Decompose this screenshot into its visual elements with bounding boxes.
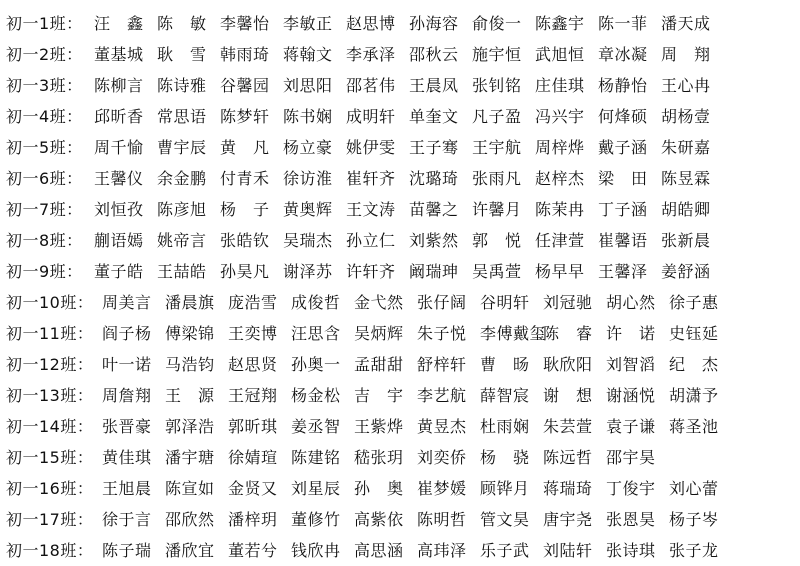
student-name: 高紫依 bbox=[354, 510, 404, 529]
student-name: 潘宇瑭 bbox=[165, 448, 215, 467]
student-name: 吴瑞杰 bbox=[283, 231, 333, 250]
student-name: 常思语 bbox=[157, 107, 207, 126]
student-name: 刘紫然 bbox=[409, 231, 459, 250]
student-name: 杨 骁 bbox=[480, 448, 530, 467]
student-name: 刘陆轩 bbox=[543, 541, 593, 560]
student-name: 吉 宇 bbox=[354, 386, 404, 405]
student-name: 王旭晨 bbox=[102, 479, 152, 498]
student-name: 赵梓杰 bbox=[535, 169, 585, 188]
student-name: 嵇张玥 bbox=[354, 448, 404, 467]
student-names bbox=[94, 228, 800, 251]
class-label: 初一18班： bbox=[6, 541, 94, 560]
student-names bbox=[94, 42, 800, 65]
student-name: 胡皓卿 bbox=[661, 200, 711, 219]
student-name: 周千愉 bbox=[94, 138, 144, 157]
student-name: 郭昕琪 bbox=[228, 417, 278, 436]
student-name: 朱子悦 bbox=[417, 324, 467, 343]
class-row bbox=[0, 503, 800, 534]
student-name: 耿欣阳 bbox=[543, 355, 593, 374]
student-name: 陈宣如 bbox=[165, 479, 215, 498]
student-name: 蒋圣池 bbox=[669, 417, 719, 436]
student-names bbox=[102, 414, 800, 437]
student-name: 刘恒孜 bbox=[94, 200, 144, 219]
student-name: 徐访淮 bbox=[283, 169, 333, 188]
student-name: 金贤又 bbox=[228, 479, 278, 498]
student-name: 马浩钧 bbox=[165, 355, 215, 374]
student-name: 赵思贤 bbox=[228, 355, 278, 374]
student-name: 潘天成 bbox=[661, 14, 711, 33]
student-name: 顾铧月 bbox=[480, 479, 530, 498]
student-names bbox=[94, 259, 800, 282]
student-name: 余金鹏 bbox=[157, 169, 207, 188]
student-name: 胡心然 bbox=[606, 293, 656, 312]
student-name: 胡潇予 bbox=[669, 386, 719, 405]
student-name: 韩雨琦 bbox=[220, 45, 270, 64]
student-names bbox=[102, 383, 800, 406]
student-names bbox=[102, 290, 800, 313]
student-name: 戴子涵 bbox=[598, 138, 648, 157]
student-name: 崔梦媛 bbox=[417, 479, 467, 498]
student-name: 周 翔 bbox=[661, 45, 711, 64]
student-name: 施宇恒 bbox=[472, 45, 522, 64]
student-name: 许馨月 bbox=[472, 200, 522, 219]
student-name: 李艺航 bbox=[417, 386, 467, 405]
student-name: 董基城 bbox=[94, 45, 144, 64]
student-name: 章冰凝 bbox=[598, 45, 648, 64]
class-row bbox=[0, 38, 800, 69]
student-name: 王喆皓 bbox=[157, 262, 207, 281]
student-name: 王馨仪 bbox=[94, 169, 144, 188]
class-row bbox=[0, 379, 800, 410]
student-name: 吴炳辉 bbox=[354, 324, 404, 343]
student-name: 潘欣宜 bbox=[165, 541, 215, 560]
student-name: 陈子瑞 bbox=[102, 541, 152, 560]
class-label: 初一1班： bbox=[6, 14, 83, 33]
student-name: 朱研嘉 bbox=[661, 138, 711, 157]
student-name: 史钰延 bbox=[669, 324, 719, 343]
student-name: 董若兮 bbox=[228, 541, 278, 560]
student-name: 孟甜甜 bbox=[354, 355, 404, 374]
student-name: 许 诺 bbox=[606, 324, 656, 343]
student-name: 张晋豪 bbox=[102, 417, 152, 436]
student-name: 黄佳琪 bbox=[102, 448, 152, 467]
student-name: 郭泽浩 bbox=[165, 417, 215, 436]
student-name: 邵茗伟 bbox=[346, 76, 396, 95]
class-label: 初一10班： bbox=[6, 293, 94, 312]
student-name: 邵欣然 bbox=[165, 510, 215, 529]
student-name: 朱芸萱 bbox=[543, 417, 593, 436]
student-name: 王文涛 bbox=[346, 200, 396, 219]
student-name: 徐子惠 bbox=[669, 293, 719, 312]
student-name: 许轩齐 bbox=[346, 262, 396, 281]
student-name: 赵思博 bbox=[346, 14, 396, 33]
student-name: 庞浩雪 bbox=[228, 293, 278, 312]
student-names bbox=[102, 507, 800, 530]
student-name: 黄奥辉 bbox=[283, 200, 333, 219]
student-name: 高思涵 bbox=[354, 541, 404, 560]
class-label: 初一2班： bbox=[6, 45, 83, 64]
student-name: 陈梦轩 bbox=[220, 107, 270, 126]
student-name: 王宇航 bbox=[472, 138, 522, 157]
student-name: 邱昕香 bbox=[94, 107, 144, 126]
class-row bbox=[0, 162, 800, 193]
student-name: 谢涵悦 bbox=[606, 386, 656, 405]
class-label: 初一12班： bbox=[6, 355, 94, 374]
student-name: 叶一诺 bbox=[102, 355, 152, 374]
student-name: 金弋然 bbox=[354, 293, 404, 312]
student-name: 唐宇尧 bbox=[543, 510, 593, 529]
class-row bbox=[0, 193, 800, 224]
student-names bbox=[94, 197, 800, 220]
student-name: 黄昱杰 bbox=[417, 417, 467, 436]
student-names bbox=[102, 352, 800, 375]
student-name: 凡子盈 bbox=[472, 107, 522, 126]
class-row bbox=[0, 255, 800, 286]
student-name: 陈一菲 bbox=[598, 14, 648, 33]
student-name: 张皓钦 bbox=[220, 231, 270, 250]
class-label: 初一16班： bbox=[6, 479, 94, 498]
student-name: 钱欣冉 bbox=[291, 541, 341, 560]
student-name: 张诗琪 bbox=[606, 541, 656, 560]
student-name: 王馨泽 bbox=[598, 262, 648, 281]
student-name: 付青禾 bbox=[220, 169, 270, 188]
student-names bbox=[94, 73, 800, 96]
class-label: 初一3班： bbox=[6, 76, 83, 95]
student-name: 刘冠驰 bbox=[543, 293, 593, 312]
student-name: 陈鑫宇 bbox=[535, 14, 585, 33]
student-name: 俞俊一 bbox=[472, 14, 522, 33]
student-name: 姚帝言 bbox=[157, 231, 207, 250]
student-name: 丁子涵 bbox=[598, 200, 648, 219]
student-name: 单奎文 bbox=[409, 107, 459, 126]
student-name: 陈 敏 bbox=[157, 14, 207, 33]
student-names bbox=[94, 166, 800, 189]
student-name: 李承泽 bbox=[346, 45, 396, 64]
student-name: 张雨凡 bbox=[472, 169, 522, 188]
class-label: 初一5班： bbox=[6, 138, 83, 157]
student-name: 谷馨园 bbox=[220, 76, 270, 95]
class-label: 初一17班： bbox=[6, 510, 94, 529]
student-name: 阚瑞珅 bbox=[409, 262, 459, 281]
class-row bbox=[0, 7, 800, 38]
student-name: 成俊哲 bbox=[291, 293, 341, 312]
student-names bbox=[94, 135, 800, 158]
student-name: 舒梓轩 bbox=[417, 355, 467, 374]
student-name: 高玮泽 bbox=[417, 541, 467, 560]
student-name: 张新晨 bbox=[661, 231, 711, 250]
student-name: 崔轩齐 bbox=[346, 169, 396, 188]
student-name: 丁俊宇 bbox=[606, 479, 656, 498]
student-name: 李敏正 bbox=[283, 14, 333, 33]
student-name: 王冠翔 bbox=[228, 386, 278, 405]
class-row bbox=[0, 100, 800, 131]
student-name: 谢 想 bbox=[543, 386, 593, 405]
student-name: 陈茉冉 bbox=[535, 200, 585, 219]
student-name: 崔馨语 bbox=[598, 231, 648, 250]
student-name: 胡杨壹 bbox=[661, 107, 711, 126]
student-name: 管文昊 bbox=[480, 510, 530, 529]
student-name: 阎子杨 bbox=[102, 324, 152, 343]
student-name: 张恩昊 bbox=[606, 510, 656, 529]
student-name: 张钊铭 bbox=[472, 76, 522, 95]
student-name: 陈彦旭 bbox=[157, 200, 207, 219]
student-name: 成明轩 bbox=[346, 107, 396, 126]
student-name: 周梓烨 bbox=[535, 138, 585, 157]
student-name: 潘晨旗 bbox=[165, 293, 215, 312]
student-name: 董修竹 bbox=[291, 510, 341, 529]
student-name: 陈柳言 bbox=[94, 76, 144, 95]
student-names bbox=[102, 476, 800, 499]
student-name: 邵秋云 bbox=[409, 45, 459, 64]
student-name: 孙立仁 bbox=[346, 231, 396, 250]
class-label: 初一7班： bbox=[6, 200, 83, 219]
student-names bbox=[94, 104, 800, 127]
class-label: 初一14班： bbox=[6, 417, 94, 436]
student-name: 杨早早 bbox=[535, 262, 585, 281]
student-name: 何烽硕 bbox=[598, 107, 648, 126]
student-names bbox=[102, 538, 800, 561]
student-name: 陈诗雅 bbox=[157, 76, 207, 95]
student-name: 姜舒涵 bbox=[661, 262, 711, 281]
student-name: 王晨凤 bbox=[409, 76, 459, 95]
student-name: 曹 旸 bbox=[480, 355, 530, 374]
student-name: 纪 杰 bbox=[669, 355, 719, 374]
student-names bbox=[102, 321, 800, 344]
student-name: 孙奥一 bbox=[291, 355, 341, 374]
class-row bbox=[0, 286, 800, 317]
student-name: 刘奕侨 bbox=[417, 448, 467, 467]
student-name: 陈远哲 bbox=[543, 448, 593, 467]
student-name: 乐子武 bbox=[480, 541, 530, 560]
student-name: 杜雨娴 bbox=[480, 417, 530, 436]
student-name: 谢泽苏 bbox=[283, 262, 333, 281]
student-name: 孙 奥 bbox=[354, 479, 404, 498]
class-label: 初一11班： bbox=[6, 324, 94, 343]
student-name: 陈书娴 bbox=[283, 107, 333, 126]
class-row bbox=[0, 441, 800, 472]
student-name: 徐婧瑄 bbox=[228, 448, 278, 467]
student-name: 周詹翔 bbox=[102, 386, 152, 405]
class-row bbox=[0, 410, 800, 441]
student-name: 刘心蕾 bbox=[669, 479, 719, 498]
student-name: 杨金松 bbox=[291, 386, 341, 405]
student-name: 陈 睿 bbox=[543, 324, 593, 343]
student-name: 刘智滔 bbox=[606, 355, 656, 374]
student-name: 孙海容 bbox=[409, 14, 459, 33]
student-name: 刘思阳 bbox=[283, 76, 333, 95]
student-name: 冯兴宇 bbox=[535, 107, 585, 126]
class-row bbox=[0, 69, 800, 100]
student-name: 蒯语嫣 bbox=[94, 231, 144, 250]
student-name: 董子皓 bbox=[94, 262, 144, 281]
student-name: 郭 悦 bbox=[472, 231, 522, 250]
class-label: 初一8班： bbox=[6, 231, 83, 250]
student-name: 苗馨之 bbox=[409, 200, 459, 219]
class-row bbox=[0, 534, 800, 565]
student-name: 任津萱 bbox=[535, 231, 585, 250]
student-name: 李馨怡 bbox=[220, 14, 270, 33]
student-name: 傅梁锦 bbox=[165, 324, 215, 343]
student-name: 姜丞智 bbox=[291, 417, 341, 436]
student-name: 杨子岑 bbox=[669, 510, 719, 529]
student-name: 蒋瑞琦 bbox=[543, 479, 593, 498]
student-name: 黄 凡 bbox=[220, 138, 270, 157]
student-names bbox=[102, 445, 800, 468]
student-name: 陈建铭 bbox=[291, 448, 341, 467]
student-name: 王紫烨 bbox=[354, 417, 404, 436]
student-name: 刘星辰 bbox=[291, 479, 341, 498]
student-name: 杨 子 bbox=[220, 200, 270, 219]
student-name: 王心冉 bbox=[661, 76, 711, 95]
student-name: 谷明轩 bbox=[480, 293, 530, 312]
class-row bbox=[0, 224, 800, 255]
student-name: 汪 鑫 bbox=[94, 14, 144, 33]
student-name: 袁子谦 bbox=[606, 417, 656, 436]
student-name: 沈璐琦 bbox=[409, 169, 459, 188]
class-row bbox=[0, 472, 800, 503]
class-row bbox=[0, 131, 800, 162]
student-name: 梁 田 bbox=[598, 169, 648, 188]
student-name: 邵宇昊 bbox=[606, 448, 656, 467]
student-names bbox=[94, 11, 800, 34]
student-name: 李傅戴玺 bbox=[480, 324, 547, 343]
student-name: 耿 雪 bbox=[157, 45, 207, 64]
student-name: 张仔阔 bbox=[417, 293, 467, 312]
student-name: 陈昱霖 bbox=[661, 169, 711, 188]
student-name: 杨静怡 bbox=[598, 76, 648, 95]
student-name: 曹宇辰 bbox=[157, 138, 207, 157]
student-name: 吴禹萱 bbox=[472, 262, 522, 281]
class-row bbox=[0, 317, 800, 348]
student-name: 周美言 bbox=[102, 293, 152, 312]
student-name: 庄佳琪 bbox=[535, 76, 585, 95]
student-name: 姚伊雯 bbox=[346, 138, 396, 157]
student-name: 杨立豪 bbox=[283, 138, 333, 157]
student-name: 汪思含 bbox=[291, 324, 341, 343]
student-name: 张子龙 bbox=[669, 541, 719, 560]
student-name: 武旭恒 bbox=[535, 45, 585, 64]
student-name: 孙昊凡 bbox=[220, 262, 270, 281]
student-name: 陈明哲 bbox=[417, 510, 467, 529]
class-label: 初一13班： bbox=[6, 386, 94, 405]
student-name: 王子骞 bbox=[409, 138, 459, 157]
class-label: 初一15班： bbox=[6, 448, 94, 467]
student-name: 徐于言 bbox=[102, 510, 152, 529]
class-label: 初一6班： bbox=[6, 169, 83, 188]
student-name: 蒋翰文 bbox=[283, 45, 333, 64]
student-name: 王奕博 bbox=[228, 324, 278, 343]
class-row bbox=[0, 348, 800, 379]
student-name: 王 源 bbox=[165, 386, 215, 405]
student-name: 潘梓玥 bbox=[228, 510, 278, 529]
class-label: 初一9班： bbox=[6, 262, 83, 281]
student-name: 薛智宸 bbox=[480, 386, 530, 405]
class-label: 初一4班： bbox=[6, 107, 83, 126]
